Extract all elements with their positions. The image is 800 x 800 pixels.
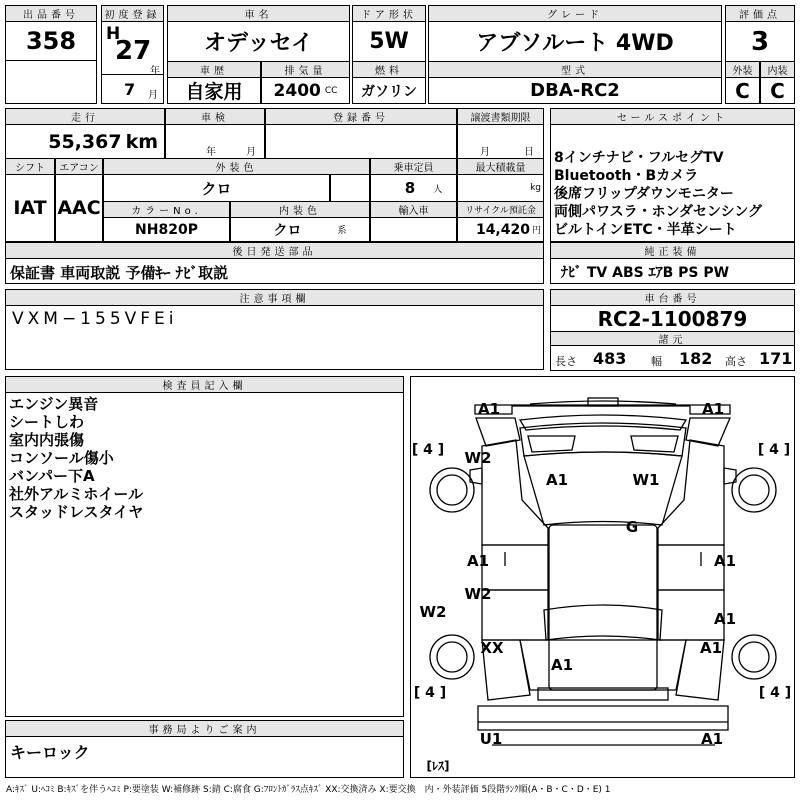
inspector-label: 検査員記入欄 [5,376,404,393]
inspector-line: シートしわ [9,413,85,431]
chassis-value: RC2-1100879 [550,305,795,332]
recycle-label: リサイクル預託金 [457,201,544,218]
damage-mark: A1 [466,552,490,570]
era: H [106,24,121,44]
first-reg-month: 7 [124,80,136,99]
int-color-text: クロ [273,222,302,239]
office-value: キーロック [10,743,90,762]
history-value: 自家用 [167,77,261,104]
damage-mark: A1 [545,471,569,489]
color-no-label: カラーNo. [103,201,230,218]
sales-point-line: 後席フリップダウンモニター [554,186,734,202]
door-label: ドア形状 [352,5,426,22]
legend: A:ｷｽﾞ U:ﾍｺﾐ B:ｷｽﾞを伴うﾍｺﾐ P:要塗装 W:補修跡 S:錆 C:腐食 G:ﾌﾛﾝﾄｶﾞﾗｽ点ｷｽﾞ XX:交換済み X:要交換 内・外装評価 5段階ﾗﾝｸ順(A・B・C・D・E) 1 [6,785,611,795]
lot-no-value: 358 [5,21,97,61]
sales-point-line: ビルトインETC・半革シート [554,222,737,238]
capacity-label: 乗車定員 [370,158,457,175]
inspector-line: エンジン異音 [9,395,99,413]
car-name-value: オデッセイ [167,21,350,62]
first-reg-label: 初度登録 [101,5,164,22]
fuel-label: 燃料 [352,61,426,78]
month-unit: 月 [148,90,158,101]
sales-point-line: Bluetooth・Bカメラ [554,168,699,184]
equipment-value: ﾅﾋﾞ TV ABS ｴｱB PS PW [561,265,730,281]
sales-points-label: セールスポイント [550,108,795,125]
reg-no-label: 登録番号 [265,108,457,125]
tire-depth-mark: [ 4 ] [411,442,445,458]
color-no-value: NH820P [103,217,230,242]
damage-mark: W2 [464,585,492,603]
mileage-label: 走行 [5,108,165,125]
displacement-number: 2400 [273,80,321,101]
displacement-label: 排気量 [261,61,350,78]
damage-mark: A1 [713,552,737,570]
import-label: 輸入車 [370,201,457,218]
int-grade-value: C [760,77,795,104]
damage-mark: A1 [713,610,737,628]
damage-mark: W2 [419,603,447,621]
model-label: 型式 [428,61,722,78]
model-value: DBA-RC2 [428,77,722,104]
grade-value: アブソルート 4WD [428,21,722,62]
insp-month-unit: 月 [246,147,256,158]
lot-no-label: 出品番号 [5,5,97,22]
int-color-unit: 系 [337,226,347,236]
office-label: 事務局よりご案内 [5,720,404,737]
sales-point-line: 両側パワスラ・ホンダセンシング [554,204,763,220]
ext-grade-value: C [725,77,760,104]
inspector-line: スタッドレスタイヤ [9,503,144,521]
history-label: 車歴 [167,61,261,78]
fuel-value: ガソリン [352,77,426,104]
year-unit: 年 [150,66,160,77]
width-label: 幅 [651,355,662,368]
displacement-unit: CC [324,85,338,96]
height-value: 171 [759,349,793,368]
mileage-number: 55,367 [48,130,122,153]
shift-value: IAT [5,174,55,242]
damage-mark: U1 [479,730,503,748]
damage-mark: A1 [477,400,501,418]
recycle-number: 14,420 [475,221,530,238]
max-load-label: 最大積載量 [457,158,544,175]
damage-mark: A1 [699,639,723,657]
notes-value: VXM−155VFEi [12,309,178,329]
inspector-line: 室内内張傷 [9,431,85,449]
int-color-label: 内装色 [230,201,370,218]
inspector-line: バンパー下A [9,467,95,485]
insp-year-unit: 年 [206,147,216,158]
mileage-unit: km [125,130,158,153]
capacity-unit: 人 [433,184,443,195]
tire-depth-mark: [ 4 ] [758,685,792,701]
shift-label: シフト [5,158,55,175]
chassis-label: 車台番号 [550,289,795,306]
tire-depth-mark: [ 4 ] [757,442,791,458]
damage-mark: W1 [632,471,660,489]
ext-color-value: クロ [103,174,330,202]
score-value: 3 [725,21,795,62]
ext-color-label: 外装色 [103,158,370,175]
width-value: 182 [679,349,713,368]
damage-mark: XX [480,639,504,657]
spare-tire-mark: [ﾚｽ] [426,759,450,773]
specs-label: 諸元 [550,331,795,346]
inspector-line: コンソール傷小 [9,449,114,467]
sales-point-line: 8インチナビ・フルセグTV [554,150,724,166]
later-parts-value: 保証書 車両取説 予備ｷｰ ﾅﾋﾞ取説 [10,264,229,282]
ac-value: AAC [55,174,103,242]
transfer-label: 譲渡書類期限 [457,108,544,125]
max-load-unit: kg [530,183,541,193]
inspector-line: 社外アルミホイール [9,485,144,503]
damage-mark: W2 [464,449,492,467]
recycle-unit: 円 [531,226,541,236]
tire-depth-mark: [ 4 ] [413,685,447,701]
notes-label: 注意事項欄 [5,289,544,306]
ac-label: エアコン [55,158,103,175]
length-value: 483 [593,349,627,368]
grade-label: グレード [428,5,722,22]
length-label: 長さ [555,355,577,368]
door-value: 5W [352,21,426,62]
later-parts-label: 後日発送部品 [5,242,544,259]
capacity-number: 8 [404,179,416,197]
damage-mark: A1 [550,656,574,674]
inspection-label: 車検 [165,108,265,125]
ext-grade-label: 外装 [725,61,760,78]
height-label: 高さ [725,355,747,368]
equipment-label: 純正装備 [550,242,795,259]
transfer-day-unit: 日 [524,147,534,158]
transfer-month-unit: 月 [480,147,490,158]
first-reg-year: 27 [115,36,152,66]
int-grade-label: 内装 [760,61,795,78]
score-label: 評価点 [725,5,795,22]
damage-mark: G [625,518,639,536]
damage-mark: A1 [700,730,724,748]
car-name-label: 車名 [167,5,350,22]
damage-mark: A1 [701,400,725,418]
